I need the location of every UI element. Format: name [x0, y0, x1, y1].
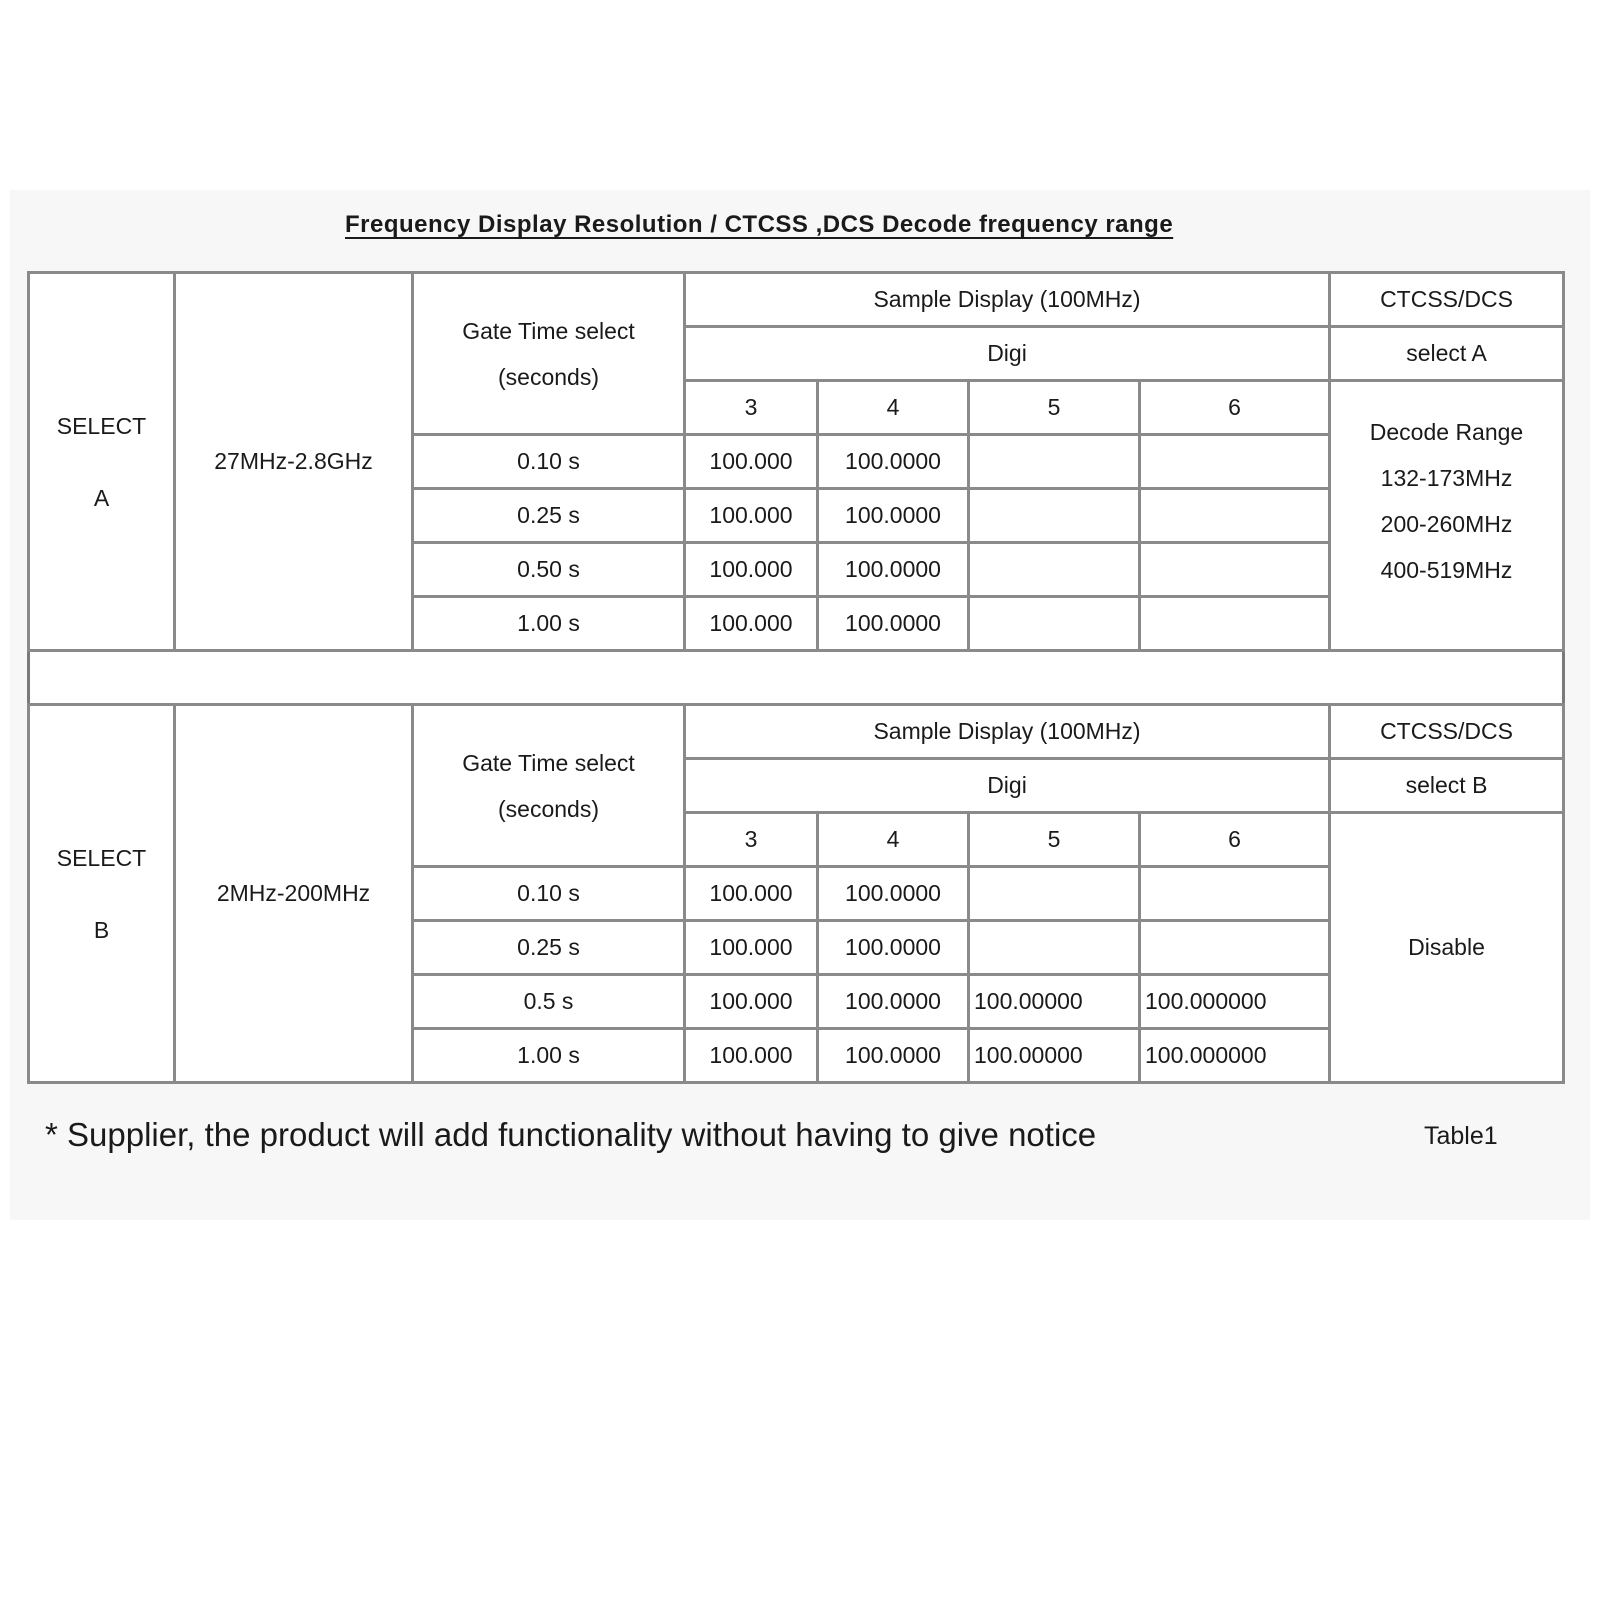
range-a-cell: 27MHz-2.8GHz — [175, 273, 413, 651]
digit4-value: 100.0000 — [818, 435, 969, 489]
digit4-value: 100.0000 — [818, 1029, 969, 1083]
gate-header-a-line2: (seconds) — [498, 363, 599, 390]
digit5-value: 100.00000 — [969, 1029, 1140, 1083]
digit3-value: 100.000 — [685, 975, 818, 1029]
digit6-value — [1140, 867, 1330, 921]
decode-range-a — [1330, 381, 1564, 651]
digit4-value: 100.0000 — [818, 597, 969, 651]
digi-a: Digi — [685, 327, 1330, 381]
gate-value: 1.00 s — [413, 597, 685, 651]
digit3-value: 100.000 — [685, 543, 818, 597]
select-b-cell — [29, 705, 175, 1083]
digit4-value: 100.0000 — [818, 867, 969, 921]
ctcss-select-b: select B — [1330, 759, 1564, 813]
decode-range-2: 200-260MHz — [1380, 510, 1513, 537]
digit-header-6: 6 — [1140, 381, 1330, 435]
gate-value: 0.25 s — [413, 489, 685, 543]
resolution-table — [27, 271, 1565, 1084]
digit6-value — [1140, 435, 1330, 489]
digit4-value: 100.0000 — [818, 489, 969, 543]
select-b-letter: B — [93, 916, 110, 943]
digit6-value: 100.000000 — [1140, 1029, 1330, 1083]
decode-spacer — [1331, 593, 1562, 623]
select-a-letter: A — [93, 484, 110, 511]
gate-value: 0.50 s — [413, 543, 685, 597]
decode-range-3: 400-519MHz — [1380, 556, 1513, 583]
gate-header-b-line2: (seconds) — [498, 795, 599, 822]
footnote: * Supplier, the product will add functionality without having to give notice — [45, 1116, 1097, 1153]
digit-header-5: 5 — [969, 381, 1140, 435]
decode-disable-b: Disable — [1330, 813, 1564, 1083]
page-title: Frequency Display Resolution / CTCSS ,DCS Decode frequency range — [345, 211, 1174, 238]
sample-display-a: Sample Display (100MHz) — [685, 273, 1330, 327]
digit-header-5: 5 — [969, 813, 1140, 867]
digit3-value: 100.000 — [685, 867, 818, 921]
digit6-value — [1140, 921, 1330, 975]
digit3-value: 100.000 — [685, 597, 818, 651]
digit3-value: 100.000 — [685, 489, 818, 543]
digit6-value — [1140, 543, 1330, 597]
ctcss-select-a: select A — [1330, 327, 1564, 381]
range-b-cell: 2MHz-200MHz — [175, 705, 413, 1083]
gate-value: 0.5 s — [413, 975, 685, 1029]
digit3-value: 100.000 — [685, 435, 818, 489]
digit5-value — [969, 597, 1140, 651]
digit6-value — [1140, 489, 1330, 543]
sample-display-b: Sample Display (100MHz) — [685, 705, 1330, 759]
digit4-value: 100.0000 — [818, 543, 969, 597]
select-a-cell — [29, 273, 175, 651]
ctcss-header-b: CTCSS/DCS — [1330, 705, 1564, 759]
digit-header-3: 3 — [685, 381, 818, 435]
gate-header-b-line1: Gate Time select — [462, 749, 635, 776]
gate-value: 1.00 s — [413, 1029, 685, 1083]
gate-value: 0.25 s — [413, 921, 685, 975]
digit6-value — [1140, 597, 1330, 651]
table-label: Table1 — [1424, 1122, 1498, 1150]
gate-header-a-line1: Gate Time select — [462, 317, 635, 344]
digit3-value: 100.000 — [685, 921, 818, 975]
section-separator — [29, 651, 1564, 705]
select-b-label: SELECT — [56, 844, 147, 871]
gate-header-a — [413, 273, 685, 435]
digit-header-4: 4 — [818, 381, 969, 435]
section-b-header-row-1 — [29, 705, 1564, 759]
digit-header-4: 4 — [818, 813, 969, 867]
digit5-value: 100.00000 — [969, 975, 1140, 1029]
gate-value: 0.10 s — [413, 435, 685, 489]
digit5-value — [969, 543, 1140, 597]
digit6-value: 100.000000 — [1140, 975, 1330, 1029]
digit5-value — [969, 867, 1140, 921]
decode-range-1: 132-173MHz — [1380, 464, 1513, 491]
gate-value: 0.10 s — [413, 867, 685, 921]
section-a-header-row-1 — [29, 273, 1564, 327]
select-a-label: SELECT — [56, 412, 147, 439]
digit5-value — [969, 921, 1140, 975]
digit4-value: 100.0000 — [818, 975, 969, 1029]
decode-range-title: Decode Range — [1369, 418, 1524, 445]
digi-b: Digi — [685, 759, 1330, 813]
digit5-value — [969, 489, 1140, 543]
section-separator-row — [29, 651, 1564, 705]
ctcss-header-a: CTCSS/DCS — [1330, 273, 1564, 327]
digit3-value: 100.000 — [685, 1029, 818, 1083]
digit-header-3: 3 — [685, 813, 818, 867]
gate-header-b — [413, 705, 685, 867]
digit-header-6: 6 — [1140, 813, 1330, 867]
digit5-value — [969, 435, 1140, 489]
digit4-value: 100.0000 — [818, 921, 969, 975]
